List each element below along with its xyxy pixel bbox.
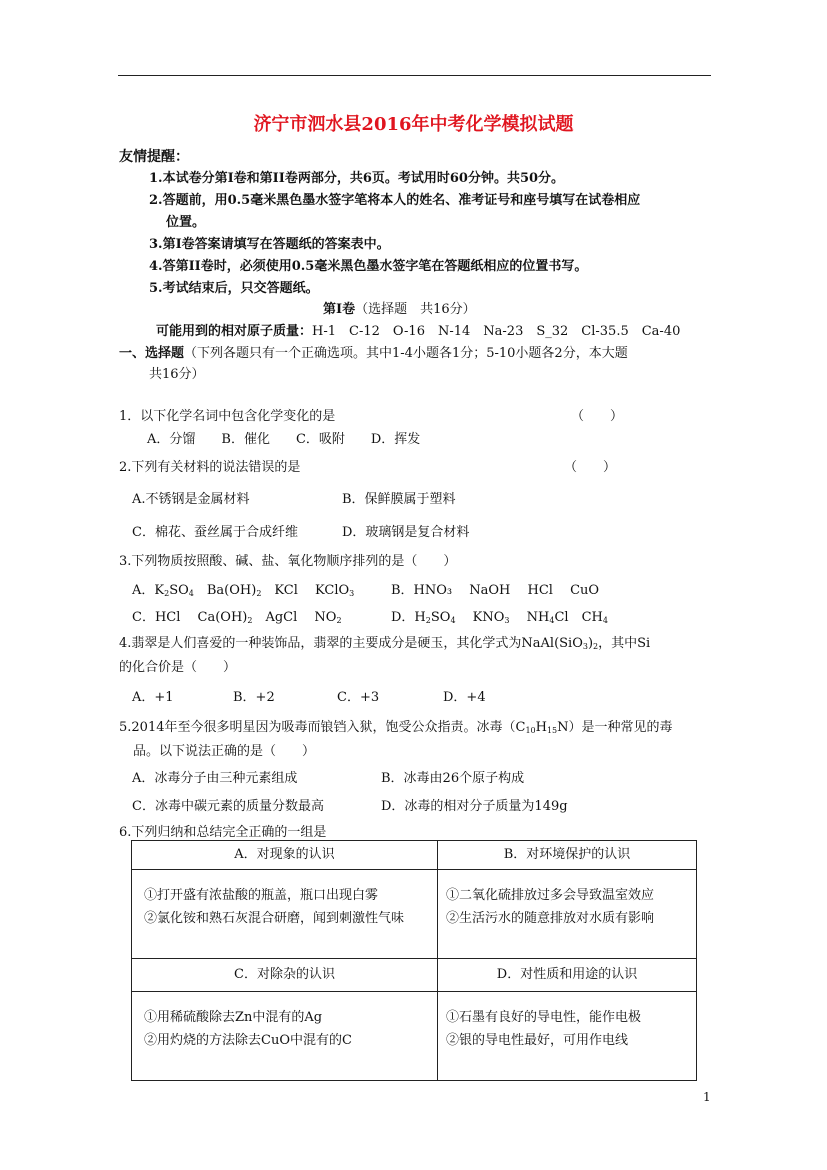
question-3-stem: 3.下列物质按照酸、碱、盐、氧化物顺序排列的是（ ） [119, 554, 457, 569]
atomic-mass-values: H-1 C-12 O-16 N-14 Na-23 S_32 Cl-35.5 Ca-40 [312, 324, 681, 339]
section-instructions-cont: 共16分） [149, 367, 205, 382]
question-5-stem: 5.2014年至今很多明星因为吸毒而锒铛入狱，饱受公众指责。冰毒$(C_{10}H_{15}N)$是一种常见的毒 [119, 720, 673, 735]
question-4-stem-cont: 的化合价是（ ） [119, 660, 237, 675]
question-2-option-c: C．棉花、蚕丝属于合成纤维 [132, 525, 298, 540]
atomic-mass-label: 可能用到的相对原子质量： [156, 324, 313, 339]
question-1-answer-blank: （ ） [571, 409, 624, 424]
atomic-mass-line [156, 320, 680, 339]
header-rule [118, 75, 711, 76]
notice-heading: 友情提醒： [119, 149, 189, 165]
question-4-option-c: C．+3 [337, 690, 380, 705]
question-3-option-a: A．$K_2SO_4$ $Ba(OH)_2$ KCl KClO$_3$ [132, 583, 355, 598]
question-3-option-c: C．HCl $Ca(OH)_2$ AgCl $NO_2$ [132, 610, 342, 625]
question-3-option-d: D．$H_2SO_4$ $KNO_3$ $NH_4Cl$ $CH_4$ [391, 610, 608, 625]
table-header-a: A．对现象的认识 [132, 841, 438, 870]
table-d-item-1: ①石墨有良好的导电性，能作电极 [446, 1010, 642, 1025]
question-5-stem-cont: 品。以下说法正确的是（ ） [133, 744, 316, 759]
section-title-bold: 第Ⅰ卷 [323, 302, 356, 317]
table-c-item-2: ②用灼烧的方法除去CuO中混有的C [144, 1033, 352, 1048]
table-cell-a [132, 870, 438, 959]
question-2-option-a: A.不锈钢是金属材料 [132, 492, 250, 507]
question-6-stem: 6.下列归纳和总结完全正确的一组是 [119, 825, 327, 840]
page-number: 1 [703, 1090, 711, 1104]
question-4-option-d: D．+4 [443, 690, 486, 705]
page-title: 济宁市泗水县2016年中考化学模拟试题 [253, 114, 574, 135]
question-1-options: A．分馏 B．催化 C．吸附 D．挥发 [147, 432, 421, 447]
question-6-table [131, 840, 697, 1081]
section-instructions-text: （下列各题只有一个正确选项。其中1-4小题各1分；5-10小题各2分，本大题 [184, 346, 628, 361]
table-b-item-2: ②生活污水的随意排放对水质有影响 [446, 911, 655, 926]
table-a-item-2: ②氯化铵和熟石灰混合研磨，闻到刺激性气味 [144, 911, 405, 926]
notice-item-3: 3.第Ⅰ卷答案请填写在答题纸的答案表中。 [149, 237, 390, 252]
table-a-item-1: ①打开盛有浓盐酸的瓶盖，瓶口出现白雾 [144, 888, 379, 903]
table-header-c: C．对除杂的认识 [132, 959, 438, 992]
table-d-item-2: ②银的导电性最好，可用作电线 [446, 1033, 629, 1048]
question-2-stem: 2.下列有关材料的说法错误的是 [119, 460, 301, 475]
table-header-d: D．对性质和用途的认识 [438, 959, 697, 992]
notice-item-5: 5.考试结束后，只交答题纸。 [149, 281, 319, 296]
table-cell-d [438, 992, 697, 1081]
section-title [323, 298, 476, 317]
question-5-option-c: C．冰毒中碳元素的质量分数最高 [132, 799, 324, 814]
question-5-option-b: B．冰毒由26个原子构成 [381, 771, 525, 786]
question-2-option-d: D．玻璃钢是复合材料 [342, 525, 470, 540]
section-instructions-bold: 一、选择题 [119, 346, 185, 361]
table-cell-c [132, 992, 438, 1081]
table-b-item-1: ①二氧化硫排放过多会导致温室效应 [446, 888, 655, 903]
question-4-stem: 4.翡翠是人们喜爱的一种装饰品，翡翠的主要成分是硬玉，其化学式为$NaAl(SiO_3)_2$，其中Si [119, 636, 651, 651]
table-cell-b [438, 870, 697, 959]
question-2-option-b: B．保鲜膜属于塑料 [342, 492, 456, 507]
question-3-option-b: B．HNO₃ NaOH HCl CuO [391, 583, 600, 598]
notice-item-1: 1.本试卷分第Ⅰ卷和第II卷两部分，共6页。考试用时60分钟。共50分。 [149, 171, 565, 186]
notice-item-2-cont: 位置。 [166, 215, 206, 230]
table-c-item-1: ①用稀硫酸除去Zn中混有的Ag [144, 1010, 323, 1025]
question-4-option-b: B．+2 [233, 690, 275, 705]
question-5-option-d: D．冰毒的相对分子质量为149g [381, 799, 568, 814]
question-4-option-a: A．+1 [132, 690, 174, 705]
notice-item-2: 2.答题前，用0.5毫米黑色墨水签字笔将本人的姓名、准考证号和座号填写在试卷相应 [149, 193, 641, 208]
notice-item-4: 4.答第II卷时，必须使用0.5毫米黑色墨水签字笔在答题纸相应的位置书写。 [149, 259, 588, 274]
question-2-answer-blank: （ ） [564, 460, 617, 475]
question-5-option-a: A．冰毒分子由三种元素组成 [132, 771, 298, 786]
section-title-rest: （选择题 共16分） [355, 302, 476, 317]
section-instructions [119, 342, 628, 361]
table-header-b: B．对环境保护的认识 [438, 841, 697, 870]
question-1-stem: 1．以下化学名词中包含化学变化的是 [119, 409, 336, 424]
